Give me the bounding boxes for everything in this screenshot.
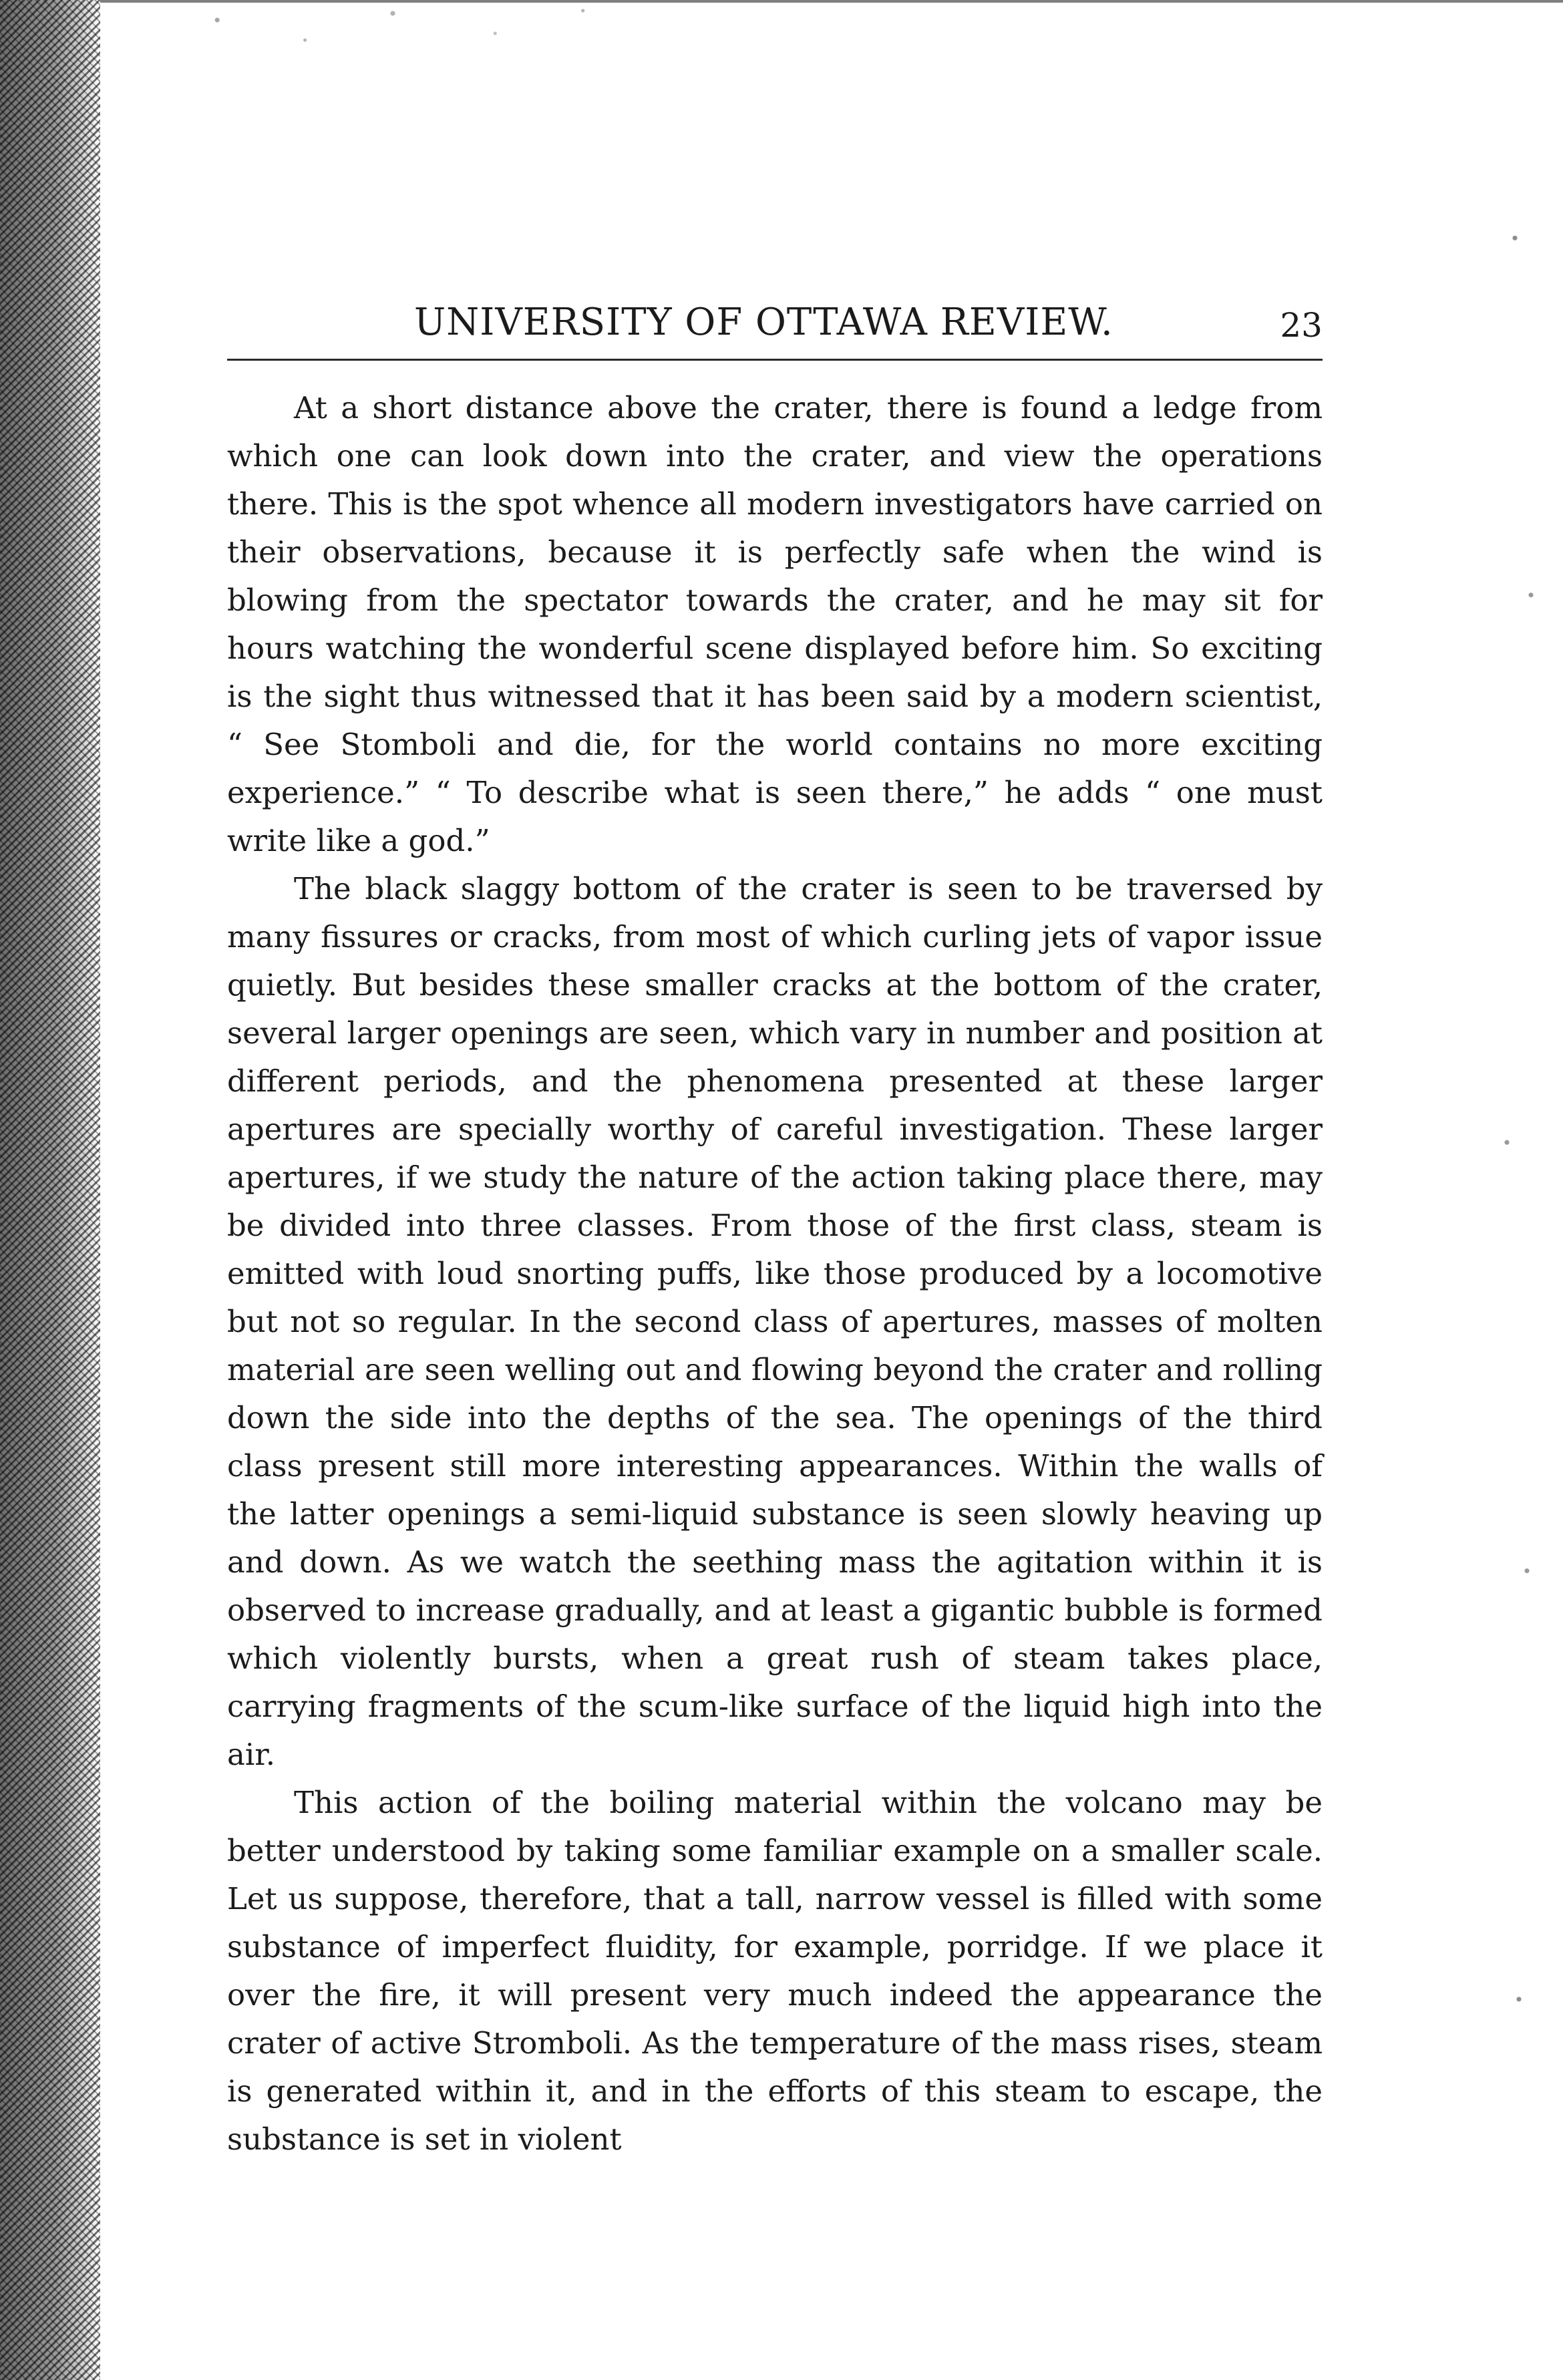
scan-noise-top <box>100 0 1563 134</box>
header-rule <box>227 359 1323 361</box>
page-header <box>227 287 1323 361</box>
article-body <box>227 384 1323 2164</box>
scanned-binding-edge <box>0 0 100 2380</box>
paragraph-2: The black slaggy bottom of the crater is seen to be traversed by many fissures or cracks, from most of which curling jets of vapor issue quietly. But besides these smaller cracks at the bottom of the crater, several larger openings are seen, which vary in number and position at different periods, and the phenomena presented at these larger apertures are specially worthy of careful investigation. These larger apertures, if we study the nature of the action taking place there, may be divided into three classes. From those of the first class, steam is emitted with loud snorting puffs, like those produced by a locomotive but not so regular. In the second class of apertures, masses of molten material are seen welling out and flowing beyond the crater and rolling down the side into the depths of the sea. The openings of the third class present still more interesting appearances. Within the walls of the latter openings a semi-liquid substance is seen slowly heaving up and down. As we watch the seething mass the agitation within it is observed to increase gradually, and at least a gigantic bubble is formed which violently bursts, when a great rush of steam takes place, carrying fragments of the scum-like surface of the liquid high into the air. <box>227 871 1323 1772</box>
paragraph-3: This action of the boiling material within the volcano may be better understood by taking some familiar example on a smaller scale. Let us suppose, therefore, that a tall, narrow vessel is filled with some substance of imperfect fluidity, for example, porridge. If we place it over the fire, it will present very much indeed the appearance the crater of active Stromboli. As the temperature of the mass rises, steam is generated within it, and in the efforts of this steam to escape, the substance is set in violent <box>227 1785 1323 2157</box>
page-number: 23 <box>1280 306 1323 345</box>
running-head: UNIVERSITY OF OTTAWA REVIEW. <box>414 301 1113 344</box>
scan-noise-right <box>1483 0 1563 2380</box>
paragraph-1: At a short distance above the crater, there is found a ledge from which one can look down into the crater, and view the operations there. This is the spot whence all modern investigators have carried on their observations, because it is perfectly safe when the wind is blowing from the spectator towards the crater, and he may sit for hours watching the wonderful scene displayed before him. So exciting is the sight thus witnessed that it has been said by a modern scientist, “ See Stomboli and die, for the world contains no more exciting experience.” “ To describe what is seen there,” he adds “ one must write like a god.” <box>227 390 1323 858</box>
